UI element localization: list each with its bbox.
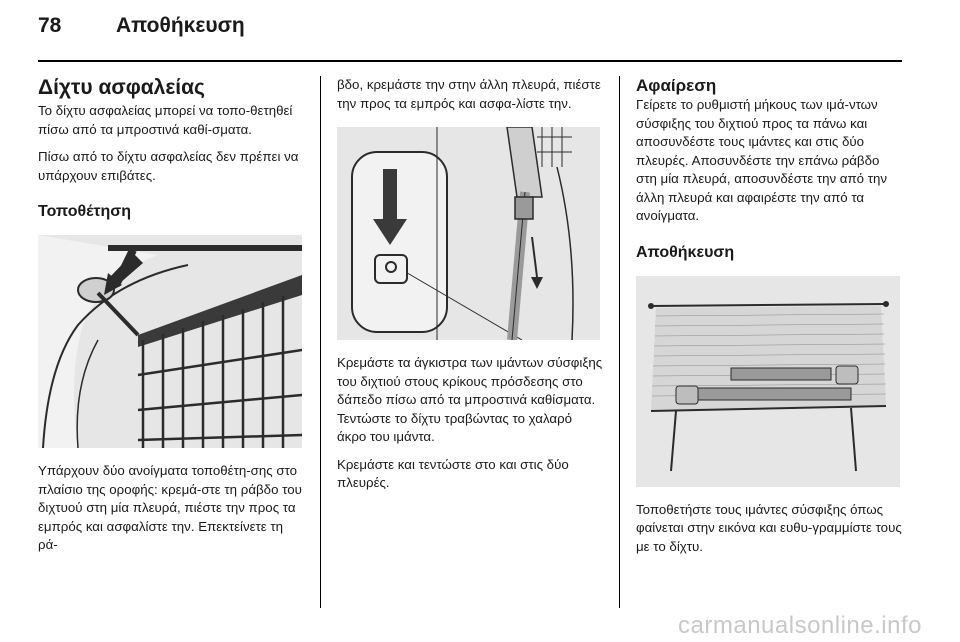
- stored-net-illustration: [636, 276, 900, 487]
- paragraph: Το δίχτυ ασφαλείας μπορεί να τοπο-θετηθεί πίσω από τα μπροστινά καθί-σματα.: [38, 103, 293, 137]
- column-divider: [320, 76, 321, 608]
- page-number: 78: [38, 14, 62, 37]
- column-2: [337, 76, 605, 502]
- watermark: carmanualsonline.info: [678, 612, 922, 639]
- column-3: [636, 76, 902, 565]
- subsection-heading: Τοποθέτηση: [38, 203, 131, 220]
- column-1: [38, 76, 304, 564]
- roof-anchor-net-illustration: [38, 235, 302, 448]
- page-title: Αποθήκευση: [116, 14, 245, 37]
- paragraph: Πίσω από το δίχτυ ασφαλείας δεν πρέπει να υπάρχουν επιβάτες.: [38, 149, 299, 183]
- paragraph: βδο, κρεμάστε την στην άλλη πλευρά, πιέστε την προς τα εμπρός και ασφα-λίστε την.: [337, 77, 601, 111]
- paragraph: Κρεμάστε τα άγκιστρα των ιμάντων σύσφιξης του διχτιού στους κρίκους πρόσδεσης στο δάπεδο πίσω από τα μπροστινά καθίσματα. Τεντώστε το δίχτυ τραβώντας το χαλαρό άκρο του ιμάντα.: [337, 355, 603, 444]
- column-divider: [619, 76, 620, 608]
- subsection-heading: Αποθήκευση: [636, 243, 735, 261]
- section-heading: Δίχτυ ασφαλείας: [38, 76, 205, 99]
- header-rule: [38, 60, 902, 62]
- paragraph: Κρεμάστε και τεντώστε στο και στις δύο πλευρές.: [337, 456, 569, 490]
- page-header: [38, 14, 245, 54]
- paragraph: Γείρετε το ρυθμιστή μήκους των ιμά-ντων σύσφιξης του διχτιού προς τα πάνω και αποσυνδέστε τους ιμάντες και στις δύο πλευρές. Αποσυνδέστε την επάνω ράβδο στη μία πλευρά, αποσυνδέστε την από την άλλη πλευρά και αφαιρέστε την από τα ανοίγματα.: [636, 97, 888, 223]
- paragraph: Τοποθετήστε τους ιμάντες σύσφιξης όπως φαίνεται στην εικόνα και ευθυ-γραμμίστε τους με το δίχτυ.: [636, 501, 902, 554]
- floor-hook-strap-illustration: [337, 127, 600, 340]
- section-heading: Αφαίρεση: [636, 76, 717, 95]
- paragraph: Υπάρχουν δύο ανοίγματα τοποθέτη-σης στο πλαίσιο της οροφής: κρεμά-στε τη ράβδο του διχτυού στη μία πλευρά, πιέστε την προς τα εμπρός και ασφαλίστε την. Επεκτείνετε τη ρά-: [38, 463, 302, 552]
